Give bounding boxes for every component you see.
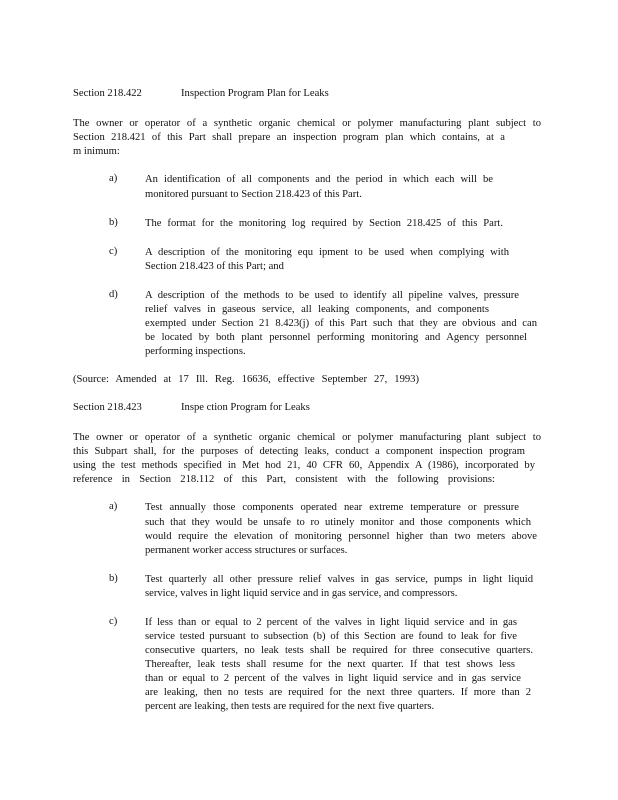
paragraph-line: m inimum:	[73, 146, 120, 157]
list-item-line: service, valves in light liquid service and in gas service, and compressors.	[145, 588, 458, 599]
list-item-line: be located by both plant personnel performing monitoring and Agency personnel	[145, 332, 527, 343]
list-item-line: Section 218.423 of this Part; and	[145, 261, 284, 272]
list-item-line: A description of the methods to be used to identify all pipeline valves, pressure	[145, 290, 519, 301]
list-item-line: percent are leaking, then tests are required for the next five quarters.	[145, 701, 435, 712]
list-item-line: A description of the monitoring equ ipment to be used when complying with	[145, 247, 509, 258]
list-item-label: b)	[109, 573, 118, 584]
section-number: Section 218.423	[73, 402, 142, 413]
list-item-label: c)	[109, 616, 118, 627]
list-item-line: performing inspections.	[145, 346, 246, 357]
paragraph-line: Section 218.421 of this Part shall prepare an inspection program plan which contains, at a	[73, 132, 505, 143]
list-item-label: d)	[109, 289, 118, 300]
list-item-label: a)	[109, 173, 118, 184]
section-number: Section 218.422	[73, 88, 142, 99]
paragraph-line: this Subpart shall, for the purposes of detecting leaks, conduct a component inspection program	[73, 446, 525, 457]
list-item-line: The format for the monitoring log required by Section 218.425 of this Part.	[145, 218, 503, 229]
list-item-line: consecutive quarters, no leak tests shall be required for three consecutive quarters.	[145, 645, 533, 656]
list-item-line: monitored pursuant to Section 218.423 of this Part.	[145, 189, 362, 200]
section-title: Inspection Program Plan for Leaks	[181, 88, 329, 99]
list-item-line: service tested pursuant to subsection (b) of this Section are found to leak for five	[145, 631, 517, 642]
paragraph-line: The owner or operator of a synthetic organic chemical or polymer manufacturing plant subject to	[73, 432, 541, 443]
list-item-line: such that they would be unsafe to ro utinely monitor and those components which	[145, 517, 531, 528]
list-item-line: Test annually those components operated near extreme temperature or pressure	[145, 502, 519, 513]
list-item-line: than or equal to 2 percent of the valves in light liquid service and in gas service	[145, 673, 521, 684]
list-item-label: b)	[109, 217, 118, 228]
list-item-line: relief valves in gaseous service, all leaking components, and components	[145, 304, 489, 315]
list-item-line: Test quarterly all other pressure relief valves in gas service, pumps in light liquid	[145, 574, 533, 585]
list-item-line: are leaking, then no tests are required for the next three quarters. If more than 2	[145, 687, 531, 698]
list-item-line: permanent worker access structures or surfaces.	[145, 545, 348, 556]
paragraph-line: The owner or operator of a synthetic organic chemical or polymer manufacturing plant subject to	[73, 118, 541, 129]
list-item-label: c)	[109, 246, 118, 257]
paragraph-line: reference in Section 218.112 of this Part, consistent with the following provisions:	[73, 474, 495, 485]
paragraph-line: using the test methods specified in Met hod 21, 40 CFR 60, Appendix A (1986), incorporated by	[73, 460, 535, 471]
section-title: Inspe ction Program for Leaks	[181, 402, 310, 413]
list-item-line: would require the elevation of monitoring personnel higher than two meters above	[145, 531, 537, 542]
list-item-line: exempted under Section 21 8.423(j) of this Part such that they are obvious and can	[145, 318, 537, 329]
list-item-line: An identification of all components and the period in which each will be	[145, 174, 493, 185]
list-item-line: If less than or equal to 2 percent of the valves in light liquid service and in gas	[145, 617, 517, 628]
source-note: (Source: Amended at 17 Ill. Reg. 16636, effective September 27, 1993)	[73, 374, 419, 385]
list-item-label: a)	[109, 501, 118, 512]
list-item-line: Thereafter, leak tests shall resume for the next quarter. If that test shows less	[145, 659, 515, 670]
